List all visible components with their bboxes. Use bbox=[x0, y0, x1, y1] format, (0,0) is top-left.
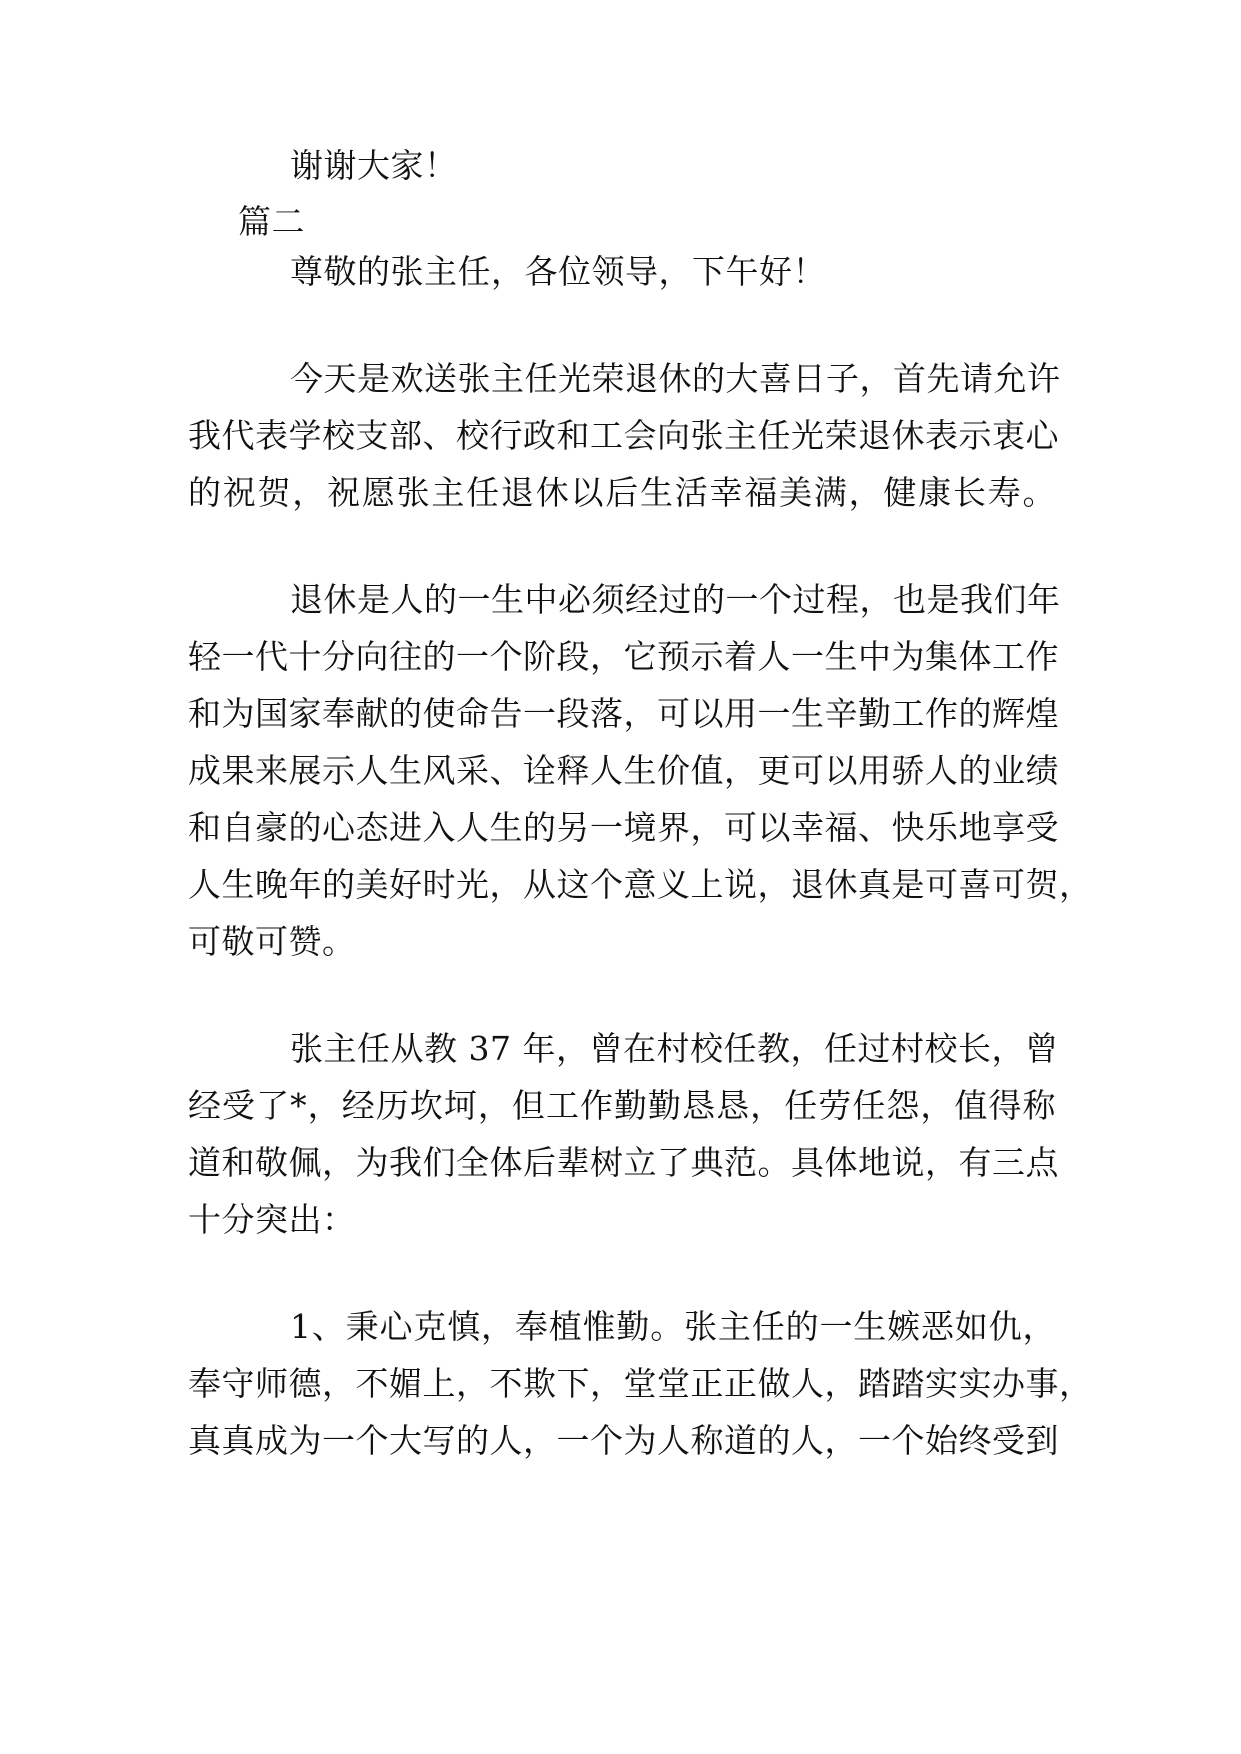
paragraph-line: 的祝贺，祝愿张主任退休以后生活幸福美满，健康长寿。 bbox=[188, 473, 1056, 512]
paragraph-line: 和为国家奉献的使命告一段落，可以用一生辛勤工作的辉煌 bbox=[188, 694, 1059, 733]
paragraph-line: 十分突出： bbox=[188, 1200, 356, 1239]
paragraph-line: 我代表学校支部、校行政和工会向张主任光荣退休表示衷心 bbox=[188, 416, 1059, 455]
paragraph-line: 人生晚年的美好时光，从这个意义上说，退休真是可喜可贺， bbox=[188, 865, 1093, 904]
paragraph-line: 经受了*，经历坎坷，但工作勤勤恳恳，任劳任怨，值得称 bbox=[188, 1086, 1056, 1125]
greeting-line: 尊敬的张主任，各位领导，下午好！ bbox=[290, 252, 826, 291]
paragraph-line: 张主任从教 37 年，曾在村校任教，任过村校长，曾 bbox=[290, 1029, 1059, 1068]
paragraph-line: 奉守师德，不媚上，不欺下，堂堂正正做人，踏踏实实办事， bbox=[188, 1364, 1093, 1403]
paragraph-line: 退休是人的一生中必须经过的一个过程，也是我们年 bbox=[290, 580, 1061, 619]
paragraph-line: 道和敬佩，为我们全体后辈树立了典范。具体地说，有三点 bbox=[188, 1143, 1059, 1182]
paragraph-line: 成果来展示人生风采、诠释人生价值，更可以用骄人的业绩 bbox=[188, 751, 1059, 790]
closing-line: 谢谢大家！ bbox=[290, 146, 458, 185]
section-title: 篇二 bbox=[238, 202, 305, 241]
paragraph-line: 和自豪的心态进入人生的另一境界，可以幸福、快乐地享受 bbox=[188, 808, 1059, 847]
paragraph-line: 真真成为一个大写的人，一个为人称道的人，一个始终受到 bbox=[188, 1421, 1059, 1460]
paragraph-line: 可敬可赞。 bbox=[188, 922, 356, 961]
paragraph-line: 今天是欢送张主任光荣退休的大喜日子，首先请允许 bbox=[290, 359, 1061, 398]
paragraph-line: 1、秉心克慎，奉植惟勤。张主任的一生嫉恶如仇， bbox=[290, 1307, 1056, 1346]
paragraph-line: 轻一代十分向往的一个阶段，它预示着人一生中为集体工作 bbox=[188, 637, 1059, 676]
